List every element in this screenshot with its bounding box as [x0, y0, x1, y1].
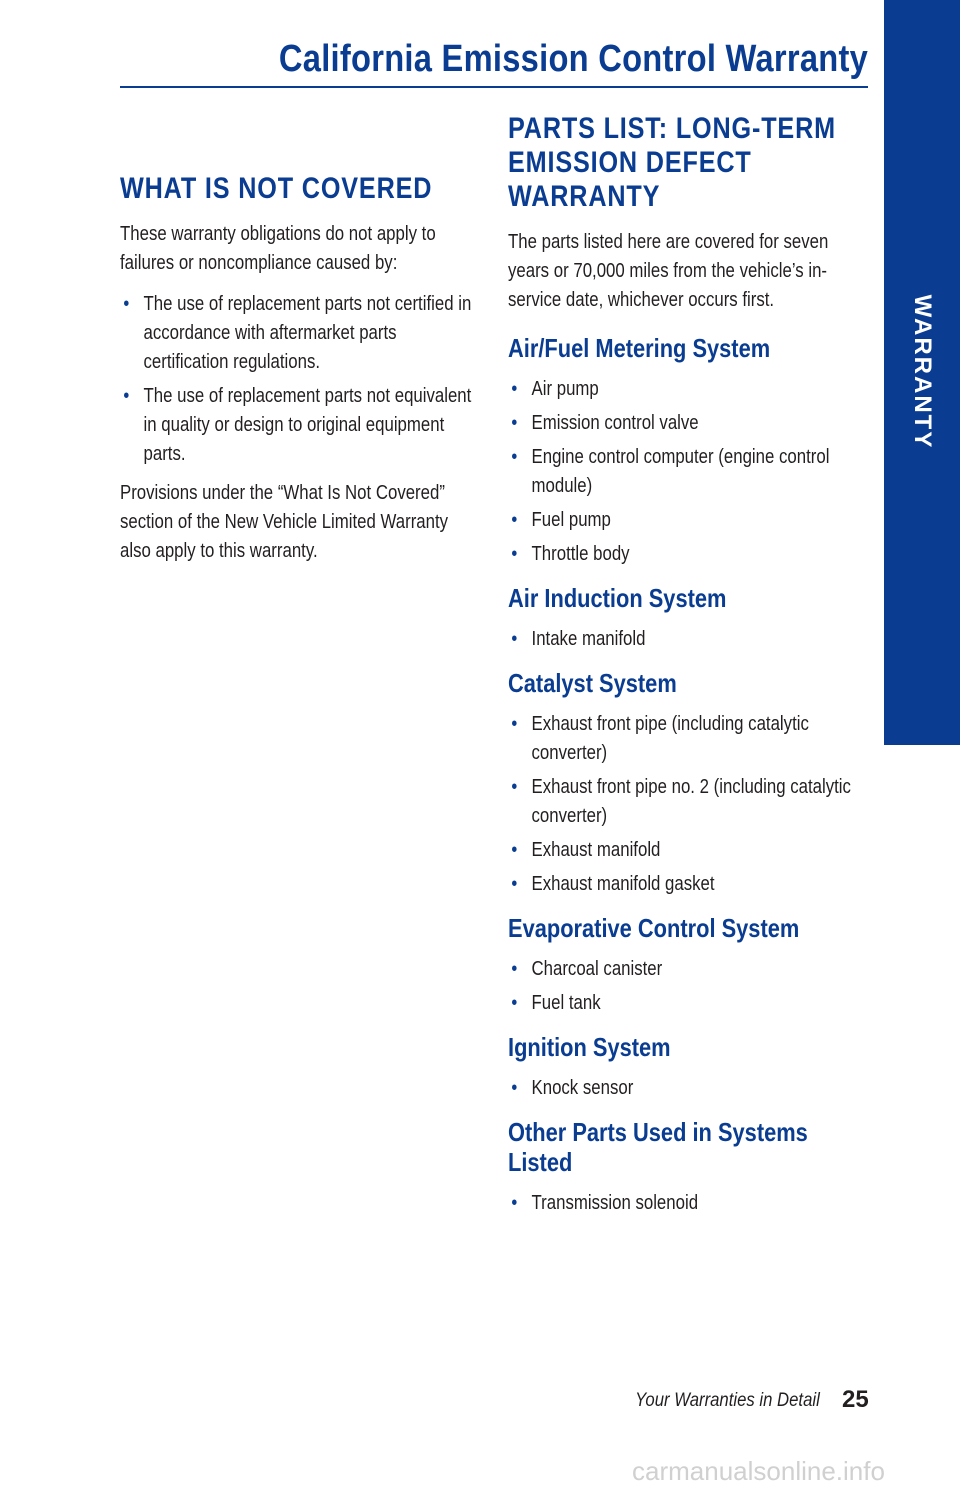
section-title-air-induction: Air Induction System [508, 583, 727, 613]
bullet-icon: • [123, 293, 130, 315]
list-item [508, 540, 870, 569]
bullet-icon: • [511, 958, 518, 980]
list-item-text: Exhaust front pipe (including catalytic converter) [531, 713, 809, 764]
not-covered-closing: Provisions under the “What Is Not Covered” section of the New Vehicle Limited Warranty also apply to this warranty. [120, 482, 449, 562]
list-item [508, 710, 870, 768]
section-title-other-parts: Other Parts Used in Systems Listed [508, 1117, 808, 1177]
list-item-text: Exhaust front pipe no. 2 (including catalytic converter) [531, 776, 851, 827]
bullet-icon: • [511, 713, 518, 735]
bullet-icon: • [511, 776, 518, 798]
list-item [508, 375, 870, 404]
list-item-text: Transmission solenoid [531, 1192, 699, 1214]
list-item [120, 290, 480, 377]
list-item [508, 870, 870, 899]
list-item [508, 1189, 870, 1218]
list-item [508, 443, 870, 501]
list-item [508, 989, 870, 1018]
bullet-icon: • [511, 839, 518, 861]
list-item-text: Emission control valve [531, 412, 699, 434]
other-parts-list [508, 1189, 870, 1218]
left-column [120, 172, 480, 566]
air-fuel-list [508, 375, 870, 569]
list-item-text: Charcoal canister [531, 958, 663, 980]
bullet-icon: • [511, 628, 518, 650]
list-item [508, 955, 870, 984]
list-item [508, 836, 870, 865]
section-title-air-fuel: Air/Fuel Metering System [508, 333, 771, 363]
evaporative-list [508, 955, 870, 1018]
not-covered-list [120, 290, 480, 469]
section-title-evaporative: Evaporative Control System [508, 913, 800, 943]
section-title-ignition: Ignition System [508, 1032, 671, 1062]
parts-list-heading: PARTS LIST: LONG-TERM EMISSION DEFECT WARRANTY [508, 112, 836, 213]
side-tab-label: WARRANTY [909, 294, 936, 450]
section-side-tab [884, 0, 960, 745]
list-item [508, 625, 870, 654]
list-item-text: Fuel pump [531, 509, 611, 531]
bullet-icon: • [511, 992, 518, 1014]
bullet-icon: • [511, 1192, 518, 1214]
list-item-text: Exhaust manifold gasket [531, 873, 715, 895]
not-covered-intro: These warranty obligations do not apply to failures or noncompliance caused by: [120, 223, 436, 274]
bullet-icon: • [511, 1077, 518, 1099]
section-title-catalyst: Catalyst System [508, 668, 677, 698]
list-item-text: Exhaust manifold [531, 839, 661, 861]
list-item-text: Fuel tank [531, 992, 601, 1014]
list-item [120, 382, 480, 469]
ignition-list [508, 1074, 870, 1103]
list-item [508, 409, 870, 438]
bullet-icon: • [511, 446, 518, 468]
bullet-icon: • [511, 378, 518, 400]
list-item-text: Air pump [531, 378, 599, 400]
list-item [508, 773, 870, 831]
bullet-icon: • [123, 385, 130, 407]
bullet-icon: • [511, 873, 518, 895]
air-induction-list [508, 625, 870, 654]
bullet-icon: • [511, 509, 518, 531]
page-header-title: California Emission Control Warranty [278, 38, 868, 80]
list-item-text: Throttle body [531, 543, 630, 565]
list-item-text: Intake manifold [531, 628, 646, 650]
list-item-text: The use of replacement parts not equivalent in quality or design to original equipment parts. [143, 385, 472, 465]
catalyst-list [508, 710, 870, 899]
bullet-icon: • [511, 412, 518, 434]
bullet-icon: • [511, 543, 518, 565]
header-rule [120, 86, 868, 88]
footer-caption: Your Warranties in Detail [635, 1390, 820, 1411]
parts-list-intro: The parts listed here are covered for seven years or 70,000 miles from the vehicle’s in-service date, whichever occurs first. [508, 231, 829, 311]
list-item [508, 506, 870, 535]
list-item [508, 1074, 870, 1103]
not-covered-heading: WHAT IS NOT COVERED [120, 172, 433, 205]
list-item-text: The use of replacement parts not certified in accordance with aftermarket parts certification regulations. [143, 293, 472, 373]
page-number: 25 [842, 1386, 869, 1413]
list-item-text: Knock sensor [531, 1077, 634, 1099]
list-item-text: Engine control computer (engine control module) [531, 446, 830, 497]
watermark: carmanualsonline.info [632, 1456, 885, 1486]
right-column [508, 112, 870, 1223]
